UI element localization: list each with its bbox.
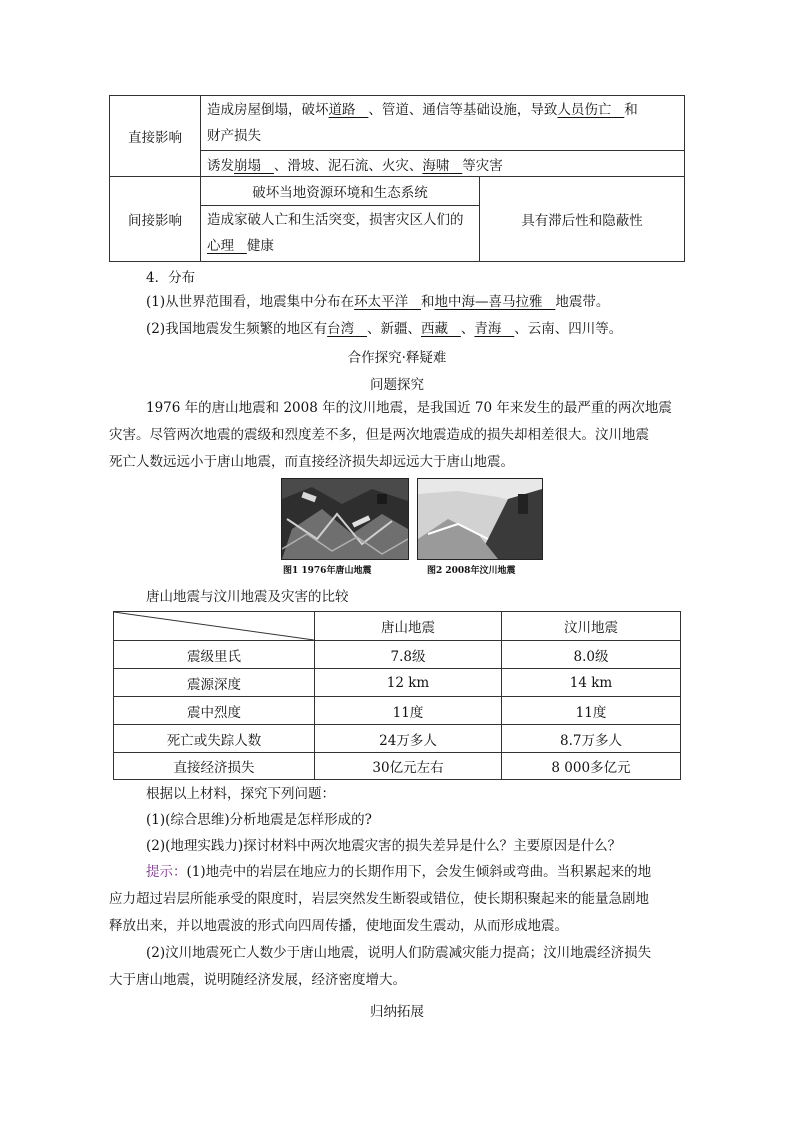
impact-table	[109, 95, 685, 262]
direct-row1-text4: 财产损失	[207, 128, 261, 145]
question-1: (1)(综合思维)分析地震是怎样形成的?	[146, 812, 372, 828]
answer-2-line-2: 大于唐山地震，说明随经济发展，经济密度增大。	[109, 972, 406, 988]
direct-row2-blank1: 崩塌	[234, 157, 261, 174]
table-row	[114, 753, 681, 780]
answer-1-line-3: 释放出来，并以地震波的形式向四周传播，使地面发生震动，从而形成地震。	[109, 918, 568, 934]
distribution-p1-text2: 和	[421, 294, 435, 310]
direct-row1-text3: 和	[624, 102, 638, 119]
distribution-p1	[146, 290, 609, 310]
footer-title: 归纳拓展	[370, 1004, 424, 1020]
table-row	[114, 641, 681, 669]
indirect-row2-blank1: 心理	[207, 238, 234, 255]
indirect-row2-text2: 健康	[246, 238, 274, 255]
indirect-right: 具有滞后性和隐蔽性	[480, 177, 685, 262]
distribution-heading: 4．分布	[146, 270, 196, 286]
direct-row1-text2: 、管道、通信等基础设施，导致	[368, 102, 558, 119]
wenchuan-value: 8.7万多人	[502, 725, 681, 753]
direct-row2-text1: 诱发	[207, 157, 234, 174]
answer-1-line-2: 应力超过岩层所能承受的限度时，岩层突然发生断裂或错位，使长期积聚起来的能量急剧地	[109, 891, 649, 907]
direct-row1-blank1: 道路	[328, 102, 356, 119]
tangshan-value: 11度	[315, 697, 502, 725]
direct-row1-blank2: 人员伤亡	[557, 102, 612, 119]
direct-row2-text3: 等灾害	[462, 157, 503, 174]
section-title: 合作探究·释疑难	[347, 350, 447, 366]
distribution-p2-text4: 、云南、四川等。	[514, 321, 623, 337]
direct-label: 直接影响	[110, 96, 201, 177]
table-row	[114, 697, 681, 725]
distribution-p2-text1: (2)我国地震发生频繁的地区有	[146, 321, 328, 337]
distribution-p1-blank1: 环太平洋	[354, 294, 409, 310]
tangshan-value: 30亿元左右	[315, 753, 502, 780]
tangshan-value: 24万多人	[315, 725, 502, 753]
direct-row2	[201, 151, 685, 177]
wenchuan-value: 8 000多亿元	[502, 753, 681, 780]
compare-table	[113, 611, 681, 780]
answer-2-line-1: (2)汶川地震死亡人数少于唐山地震，说明人们防震减灾能力提高；汶川地震经济损失	[146, 945, 652, 961]
row-label: 震级里氏	[114, 641, 315, 669]
figure2-caption: 图2 2008年汶川地震	[427, 566, 516, 576]
tip-label: 提示：	[146, 864, 187, 880]
questions-lead: 根据以上材料，探究下列问题：	[146, 786, 335, 802]
tangshan-photo	[281, 478, 409, 560]
compare-header-wenchuan: 汶川地震	[502, 612, 681, 641]
distribution-p2	[146, 317, 622, 337]
tangshan-value: 12 km	[315, 669, 502, 697]
compare-header-tangshan: 唐山地震	[315, 612, 502, 641]
distribution-p2-text3: 、	[460, 321, 475, 337]
distribution-p1-text1: (1)从世界范围看，地震集中分布在	[146, 294, 355, 310]
distribution-p2-blank3: 青海	[474, 321, 502, 337]
wenchuan-value: 14 km	[502, 669, 681, 697]
direct-row2-text2: 、滑坡、泥石流、火灾、	[273, 157, 423, 174]
indirect-row2	[201, 205, 480, 261]
diagonal-line-icon	[114, 612, 314, 640]
distribution-p2-blank1: 台湾	[327, 321, 355, 337]
wenchuan-value: 8.0级	[502, 641, 681, 669]
direct-row2-blank2: 海啸	[422, 157, 450, 174]
intro-line-1: 1976 年的唐山地震和 2008 年的汶川地震，是我国近 70 年来发生的最严重的两次地震	[146, 400, 672, 416]
compare-title: 唐山地震与汶川地震及灾害的比较	[146, 589, 349, 605]
tangshan-value: 7.8级	[315, 641, 502, 669]
indirect-label: 间接影响	[110, 177, 201, 262]
answer-1-line-1	[146, 860, 651, 880]
wenchuan-landslide-image	[418, 479, 542, 559]
tangshan-rubble-image	[282, 479, 408, 559]
answer-1-text: (1)地壳中的岩层在地应力的长期作用下，会发生倾斜或弯曲。当积累起来的地	[186, 864, 652, 880]
distribution-p1-text3: 地震带。	[555, 294, 610, 310]
distribution-p2-text2: 、新疆、	[367, 321, 421, 337]
compare-header-corner	[114, 612, 315, 641]
figure1-caption: 图1 1976年唐山地震	[283, 566, 372, 576]
direct-row1-text1: 造成房屋倒塌，破坏	[207, 102, 329, 119]
indirect-row1: 破坏当地资源环境和生态系统	[201, 177, 480, 205]
wenchuan-photo	[417, 478, 543, 560]
row-label: 死亡或失踪人数	[114, 725, 315, 753]
wenchuan-value: 11度	[502, 697, 681, 725]
distribution-p2-blank2: 西藏	[421, 321, 448, 337]
distribution-p1-blank2: 地中海—喜马拉雅	[434, 294, 543, 310]
question-2: (2)(地理实践力)探讨材料中两次地震灾害的损失差异是什么？主要原因是什么？	[146, 838, 622, 854]
row-label: 震中烈度	[114, 697, 315, 725]
table-row	[114, 669, 681, 697]
row-label: 直接经济损失	[114, 753, 315, 780]
direct-row1	[201, 96, 685, 151]
row-label: 震源深度	[114, 669, 315, 697]
intro-line-2: 灾害。尽管两次地震的震级和烈度差不多，但是两次地震造成的损失却相差很大。汶川地震	[109, 427, 649, 443]
intro-line-3: 死亡人数远远小于唐山地震，而直接经济损失却远远大于唐山地震。	[109, 454, 514, 470]
subsection-title: 问题探究	[370, 377, 424, 393]
indirect-row2-text1: 造成家破人亡和生活突变，损害灾区人们的	[207, 212, 464, 229]
table-row	[114, 725, 681, 753]
